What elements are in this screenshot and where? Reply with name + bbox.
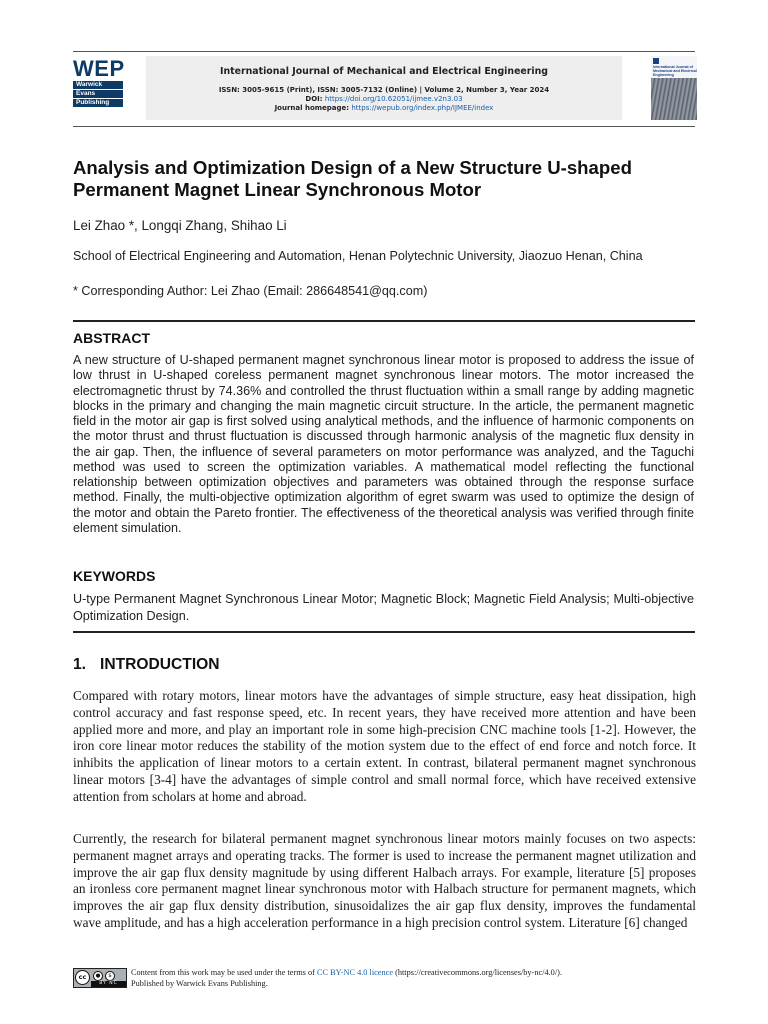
introduction-heading	[73, 656, 220, 674]
header-bottom-rule	[73, 126, 695, 127]
keywords-heading: KEYWORDS	[73, 568, 156, 584]
article-title: Analysis and Optimization Design of a New Structure U-shaped Permanent Magnet Linear Synchronous Motor	[73, 157, 632, 200]
license-text-before: Content from this work may be used under the terms of	[131, 968, 317, 977]
badge-by: BY	[99, 981, 107, 986]
affiliation: School of Electrical Engineering and Automation, Henan Polytechnic University, Jiaozuo Henan, China	[73, 249, 643, 263]
journal-name: International Journal of Mechanical and Electrical Engineering	[219, 66, 549, 77]
body-paragraph: Compared with rotary motors, linear motors have the advantages of simple structure, easy heat dissipation, high control accuracy and fast response speed, etc. In recent years, they have received more attention and have been applied more and more, and play an important role in some high-precision CNC machine tools [1-2]. However, the iron core linear motor reduces the stability of the motion system due to the effect of end force and notch force. It inhibits the application of linear motors to a certain extent. In contrast, bilateral permanent magnet synchronous linear motors [3-4] have the advantages of simple control and small normal force, which have received extensive attention from scholars at home and abroad.	[73, 688, 696, 804]
cover-image	[651, 78, 697, 120]
section-divider	[73, 320, 695, 322]
author-list: Lei Zhao *, Longqi Zhang, Shihao Li	[73, 218, 287, 233]
doi-link[interactable]: https://doi.org/10.62051/ijmee.v2n3.03	[324, 95, 463, 103]
section-number: 1.	[73, 656, 87, 673]
header-top-rule	[73, 51, 695, 52]
noncommercial-icon: $	[105, 971, 115, 981]
issn-line: ISSN: 3005-9615 (Print), ISSN: 3005-7132 (Online) | Volume 2, Number 3, Year 2024	[218, 86, 550, 94]
journal-meta	[146, 86, 622, 113]
section-divider	[73, 631, 695, 633]
cc-badge-strip	[91, 981, 126, 987]
logo-line-1: Warwick	[73, 81, 123, 89]
logo-text: WEP	[73, 56, 125, 81]
cc-license-badge[interactable]	[73, 968, 127, 988]
license-text-after: (https://creativecommons.org/licenses/by-nc/4.0/).	[393, 968, 562, 977]
attribution-icon: ●	[93, 971, 103, 981]
publisher-line: Published by Warwick Evans Publishing.	[131, 979, 268, 988]
homepage-link[interactable]: https://wepub.org/index.php/IJMEE/index	[351, 104, 494, 112]
abstract-heading: ABSTRACT	[73, 330, 150, 346]
badge-nc: NC	[109, 981, 118, 986]
body-paragraph: Currently, the research for bilateral permanent magnet synchronous linear motors mainly focuses on two aspects: permanent magnet arrays and operating tracks. The former is used to increase the permanent magnet utilization and improve the air gap flux density magnitude by using different Halbach arrays. For example, literature [5] proposes an ironless core permanent magnet linear synchronous motor with Halbach structure for permanent magnets, which improves the air gap flux density distribution, sinusoidalizes the air gap flux density, improves the fundamental wave amplitude, and has a high acceleration performance in a high precision control system. Literature [6] changed	[73, 831, 696, 930]
logo-line-2: Evans	[73, 90, 123, 98]
cc-icon: cc	[75, 970, 90, 985]
corresponding-author: * Corresponding Author: Lei Zhao (Email: 286648541@qq.com)	[73, 284, 428, 298]
cover-title: International Journal of Mechanical and Electrical Engineering	[653, 65, 697, 77]
journal-cover-thumbnail[interactable]	[651, 56, 697, 120]
license-link[interactable]: CC BY-NC 4.0 licence	[316, 968, 393, 977]
license-notice	[131, 967, 696, 989]
abstract-text: A new structure of U-shaped permanent magnet synchronous linear motor is proposed to address the issue of low thrust in U-shaped coreless permanent magnet synchronous linear motors. The motor increased the electromagnetic thrust by 74.36% and controlled the thrust fluctuation within a small range by adding magnetic blocks in the primary and changing the main magnetic circuit structure. In the article, the permanent magnetic field in the motor air gap is first solved using analytical methods, and the influence of harmonic components on the motor thrust and thrust fluctuation is discussed through harmonic analysis of the magnetic flux density in the air gap. Then, the influence of several parameters on motor performance was analyzed, and the Taguchi method was used to screen the optimization variables. A mathematical model reflecting the functional relationship between optimization objectives and parameters was obtained through the response surface method. Finally, the multi-objective optimization algorithm of egret swarm was used to optimize the design of the motor and obtain the Pareto frontier. The effectiveness of the theoretical analysis was verified through finite element simulation.	[73, 353, 694, 535]
homepage-label: Journal homepage:	[274, 104, 350, 112]
keywords-text: U-type Permanent Magnet Synchronous Linear Motor; Magnetic Block; Magnetic Field Analysis; Multi-objective Optimization Design.	[73, 592, 694, 623]
publisher-logo[interactable]	[73, 58, 133, 107]
cover-mark	[653, 58, 659, 64]
logo-line-3: Publishing	[73, 99, 123, 107]
section-title: INTRODUCTION	[100, 656, 220, 673]
doi-label: DOI:	[305, 95, 323, 103]
